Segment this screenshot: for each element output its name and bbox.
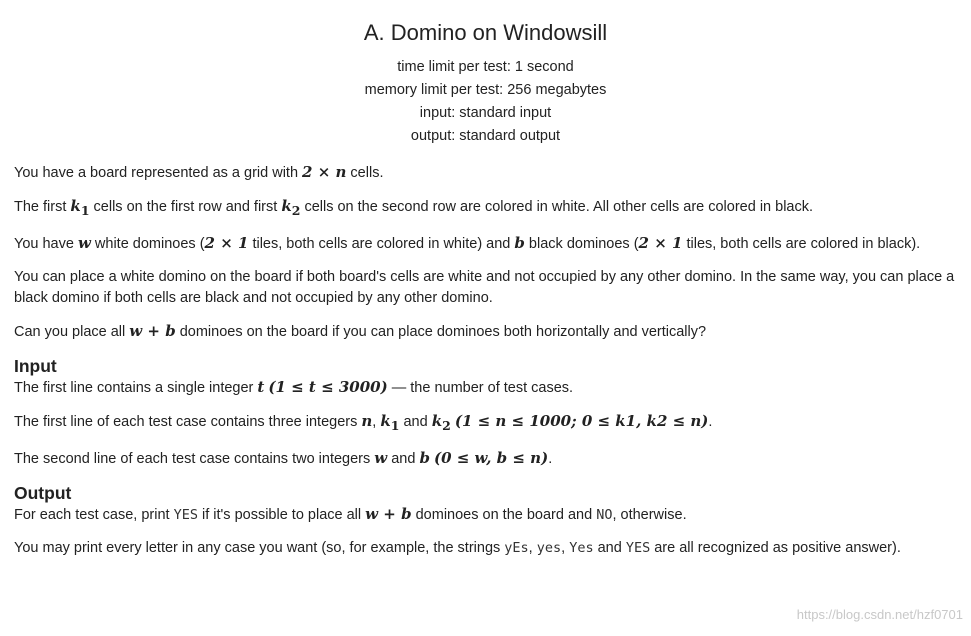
math-w: w [374,449,388,467]
math-t-range: (1 ≤ t ≤ 3000) [268,378,388,396]
math-constraints: (1 ≤ n ≤ 1000; 0 ≤ k1, k2 ≤ n) [454,412,709,430]
math-2x1-b: 2 × 1 [638,234,683,252]
limits-block [0,56,971,148]
math-n: n [361,412,373,430]
math-k2: $k_2$ [281,197,301,218]
statement-paragraph-1: You have a board represented as a grid with 2 × n cells. [14,163,384,181]
output-paragraph-2: You may print every letter in any case you want (so, for example, the strings yEs, yes, Yes and YES are all recognized as positive answer). [14,540,901,556]
statement-paragraph-3: You have w white dominoes (2 × 1 tiles, both cells are colored in white) and b black dominoes (2 × 1 tiles, both cells are colored in black). [14,234,921,252]
math-w: w [77,234,91,252]
code-yes-variant-2: yes [536,540,562,556]
problem-statement [14,162,961,571]
code-yes-variant-1: yEs [504,540,529,556]
math-w-plus-b: w + b [129,322,176,340]
input-paragraph-2: The first line of each test case contains three integers n, $k_1$ and $k_2$ (1 ≤ n ≤ 1000; 0 ≤ k1, k2 ≤ n). [14,412,713,433]
problem-header [0,0,971,148]
watermark: https://blog.csdn.net/hzf0701 [796,607,963,622]
time-limit: time limit per test: 1 second [397,59,574,75]
code-yes-variant-3: Yes [569,540,594,556]
code-no: NO [596,507,613,523]
math-b: b [514,234,525,252]
memory-limit: memory limit per test: 256 megabytes [364,82,607,98]
input-paragraph-3: The second line of each test case contains two integers w and b (0 ≤ w, b ≤ n). [14,449,553,467]
statement-paragraph-2: The first $k_1$ cells on the first row and first $k_2$ cells on the second row are colored in white. All other cells are colored in black. [14,197,814,218]
math-k2: $k_2$ [431,412,451,433]
output-heading: Output [14,483,72,503]
input-heading: Input [14,356,57,376]
statement-paragraph-5: Can you place all w + b dominoes on the board if you can place dominoes both horizontally and vertically? [14,322,707,340]
math-b: b [419,449,430,467]
code-yes: YES [173,507,198,523]
output-spec: output: standard output [410,128,561,144]
statement-paragraph-4: You can place a white domino on the board if both board's cells are white and not occupied by any other domino. In the same way, you can place a black domino if both cells are black and not occupied by any other domino. [14,269,955,306]
math-t: t [257,378,265,396]
input-spec: input: standard input [419,105,552,121]
math-2xn: 2 × n [302,163,347,181]
math-k1: $k_1$ [380,412,400,433]
code-yes-variant-4: YES [625,540,651,556]
math-2x1: 2 × 1 [204,234,249,252]
output-paragraph-1: For each test case, print YES if it's possible to place all w + b dominoes on the board and NO, otherwise. [14,505,687,523]
problem-title: A. Domino on Windowsill [363,20,608,45]
math-w-plus-b: w + b [365,505,412,523]
input-paragraph-1: The first line contains a single integer t (1 ≤ t ≤ 3000) — the number of test cases. [14,378,574,396]
math-k1: $k_1$ [70,197,90,218]
math-wb-range: (0 ≤ w, b ≤ n) [434,449,549,467]
